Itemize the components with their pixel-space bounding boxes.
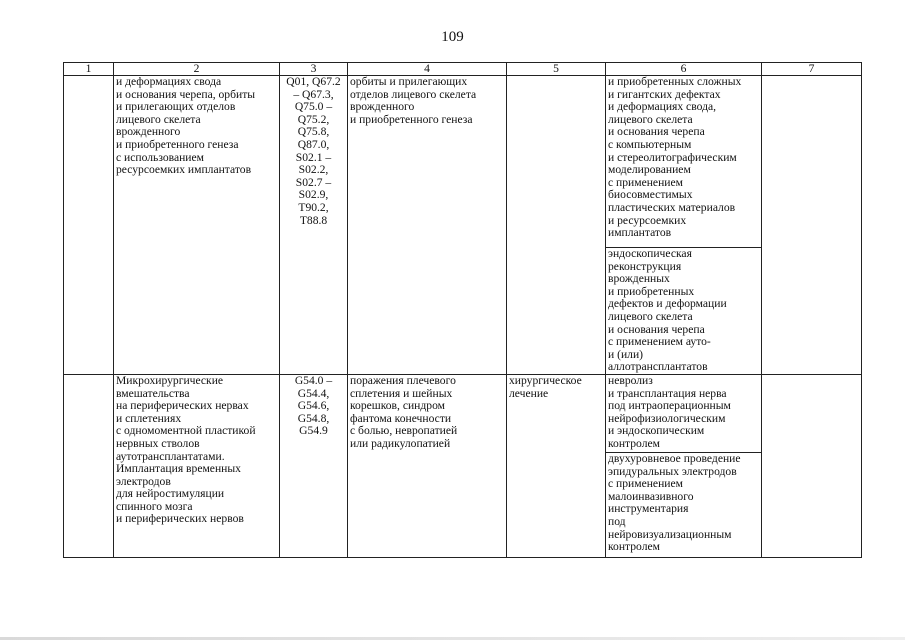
column-header: 6 — [606, 63, 762, 76]
table-row — [64, 76, 862, 248]
column-header: 7 — [762, 63, 862, 76]
table-row — [64, 374, 862, 452]
patient-model-cell: поражения плечевого сплетения и шейных корешков, синдром фантома конечности с болью, невропатией или радикулопатией — [348, 374, 507, 557]
column-number-row — [64, 63, 862, 76]
treatment-method-cell: двухуровневое проведение эпидуральных электродов с применением малоинвазивного инструментария под нейровизуализационным контролем — [606, 452, 762, 557]
treatment-method-cell: и приобретенных сложных и гигантских дефектах и деформациях свода, лицевого скелета и основания черепа с компьютерным и стереолитографическим моделированием с применением биосовместимых пластических материалов и ресурсоемких имплантатов — [606, 76, 762, 248]
cost-cell — [762, 374, 862, 557]
treatment-method-cell: невролиз и трансплантация нерва под интраоперационным нейрофизиологическим и эндоскопическим контролем — [606, 374, 762, 452]
medical-care-table — [63, 62, 862, 558]
patient-model-cell: орбиты и прилегающих отделов лицевого скелета врожденного и приобретенного генеза — [348, 76, 507, 375]
column-header: 3 — [280, 63, 348, 76]
icd-codes-cell: G54.0 – G54.4, G54.6, G54.8, G54.9 — [280, 374, 348, 557]
intervention-name-cell: и деформациях свода и основания черепа, орбиты и прилегающих отделов лицевого скелета врожденного и приобретенного генеза с использованием ресурсоемких имплантатов — [114, 76, 280, 375]
column-header: 2 — [114, 63, 280, 76]
row-number-cell — [64, 76, 114, 375]
column-header: 4 — [348, 63, 507, 76]
treatment-type-cell: хирургическое лечение — [507, 374, 606, 557]
column-header: 1 — [64, 63, 114, 76]
row-number-cell — [64, 374, 114, 557]
icd-codes-cell: Q01, Q67.2 – Q67.3, Q75.0 – Q75.2, Q75.8, Q87.0, S02.1 – S02.2, S02.7 – S02.9, T90.2, T88.8 — [280, 76, 348, 375]
cost-cell — [762, 76, 862, 375]
page-number: 109 — [441, 29, 464, 45]
treatment-method-cell: эндоскопическая реконструкция врожденных и приобретенных дефектов и деформации лицевого скелета и основания черепа с применением ауто- и (или) аллотрансплантатов — [606, 248, 762, 375]
column-header: 5 — [507, 63, 606, 76]
treatment-type-cell — [507, 76, 606, 375]
intervention-name-cell: Микрохирургические вмешательства на периферических нервах и сплетениях с одномоментной пластикой нервных стволов аутотрансплантатами. Имплантация временных электродов для нейростимуляции спинного мозга и периферических нервов — [114, 374, 280, 557]
